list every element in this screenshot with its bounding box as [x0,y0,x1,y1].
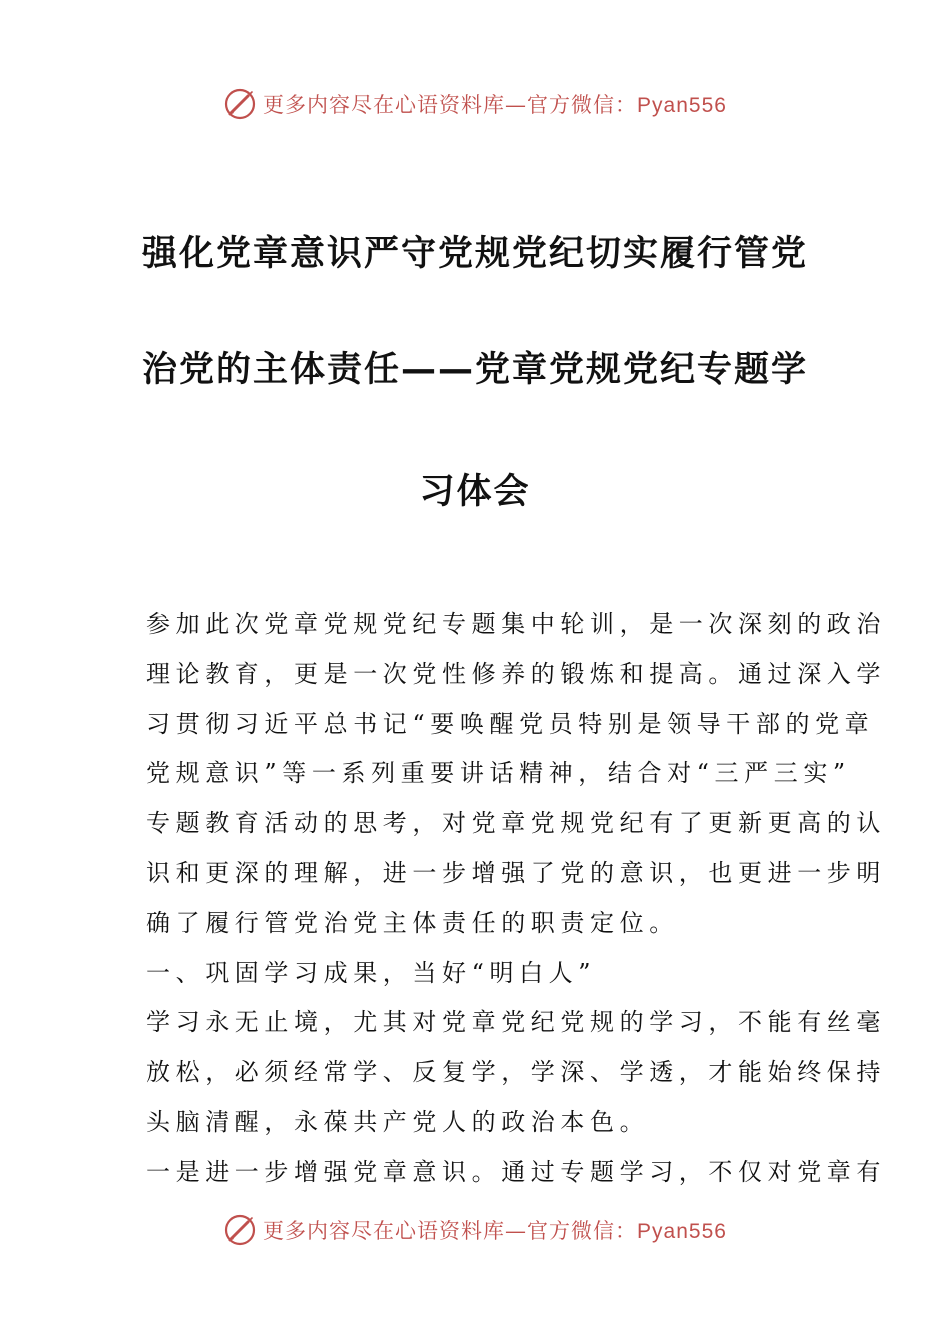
body-line: 确了履行管党治党主体责任的职责定位。 [146,908,679,937]
section-heading-1: 一、巩固学习成果，当好“明白人” [146,958,597,987]
body-line: 头脑清醒，永葆共产党人的政治本色。 [146,1107,650,1136]
watermark-wechat-id: Pyan556 [637,1220,727,1243]
watermark-text [263,1215,727,1245]
body-line: 理论教育，更是一次党性修养的锻炼和提高。通过深入学 [146,659,886,688]
watermark-banner-bottom [0,1210,950,1250]
watermark-wechat-id: Pyan556 [637,94,727,117]
body-line: 学习永无止境，尤其对党章党纪党规的学习，不能有丝毫 [146,1008,886,1037]
pen-circle-logo-icon [223,87,257,121]
document-title-line-3: 习体会 [419,472,531,512]
body-line: 参加此次党章党规党纪专题集中轮训，是一次深刻的政治 [146,610,886,638]
watermark-text-cn: 更多内容尽在心语资料库—官方微信： [263,93,638,117]
document-title-line-1: 强化党章意识严守党规党纪切实履行管党 [141,234,808,274]
document-body [146,600,886,1198]
body-line: 党规意识”等一系列重要讲话精神，结合对“三严三实” [146,759,851,788]
body-line: 放松，必须经常学、反复学，学深、学透，才能始终保持 [146,1058,886,1087]
watermark-text [263,89,727,119]
body-line: 专题教育活动的思考，对党章党规党纪有了更新更高的认 [146,809,886,838]
watermark-text-cn: 更多内容尽在心语资料库—官方微信： [263,1219,638,1243]
body-line: 一是进一步增强党章意识。通过专题学习，不仅对党章有 [146,1157,886,1186]
body-line: 识和更深的理解，进一步增强了党的意识，也更进一步明 [146,858,886,887]
watermark-banner-top [0,84,950,124]
body-line: 习贯彻习近平总书记“要唤醒党员特别是领导干部的党章 [146,709,875,738]
document-title-line-2: 治党的主体责任——党章党规党纪专题学 [141,350,808,390]
pen-circle-logo-icon [223,1213,257,1247]
